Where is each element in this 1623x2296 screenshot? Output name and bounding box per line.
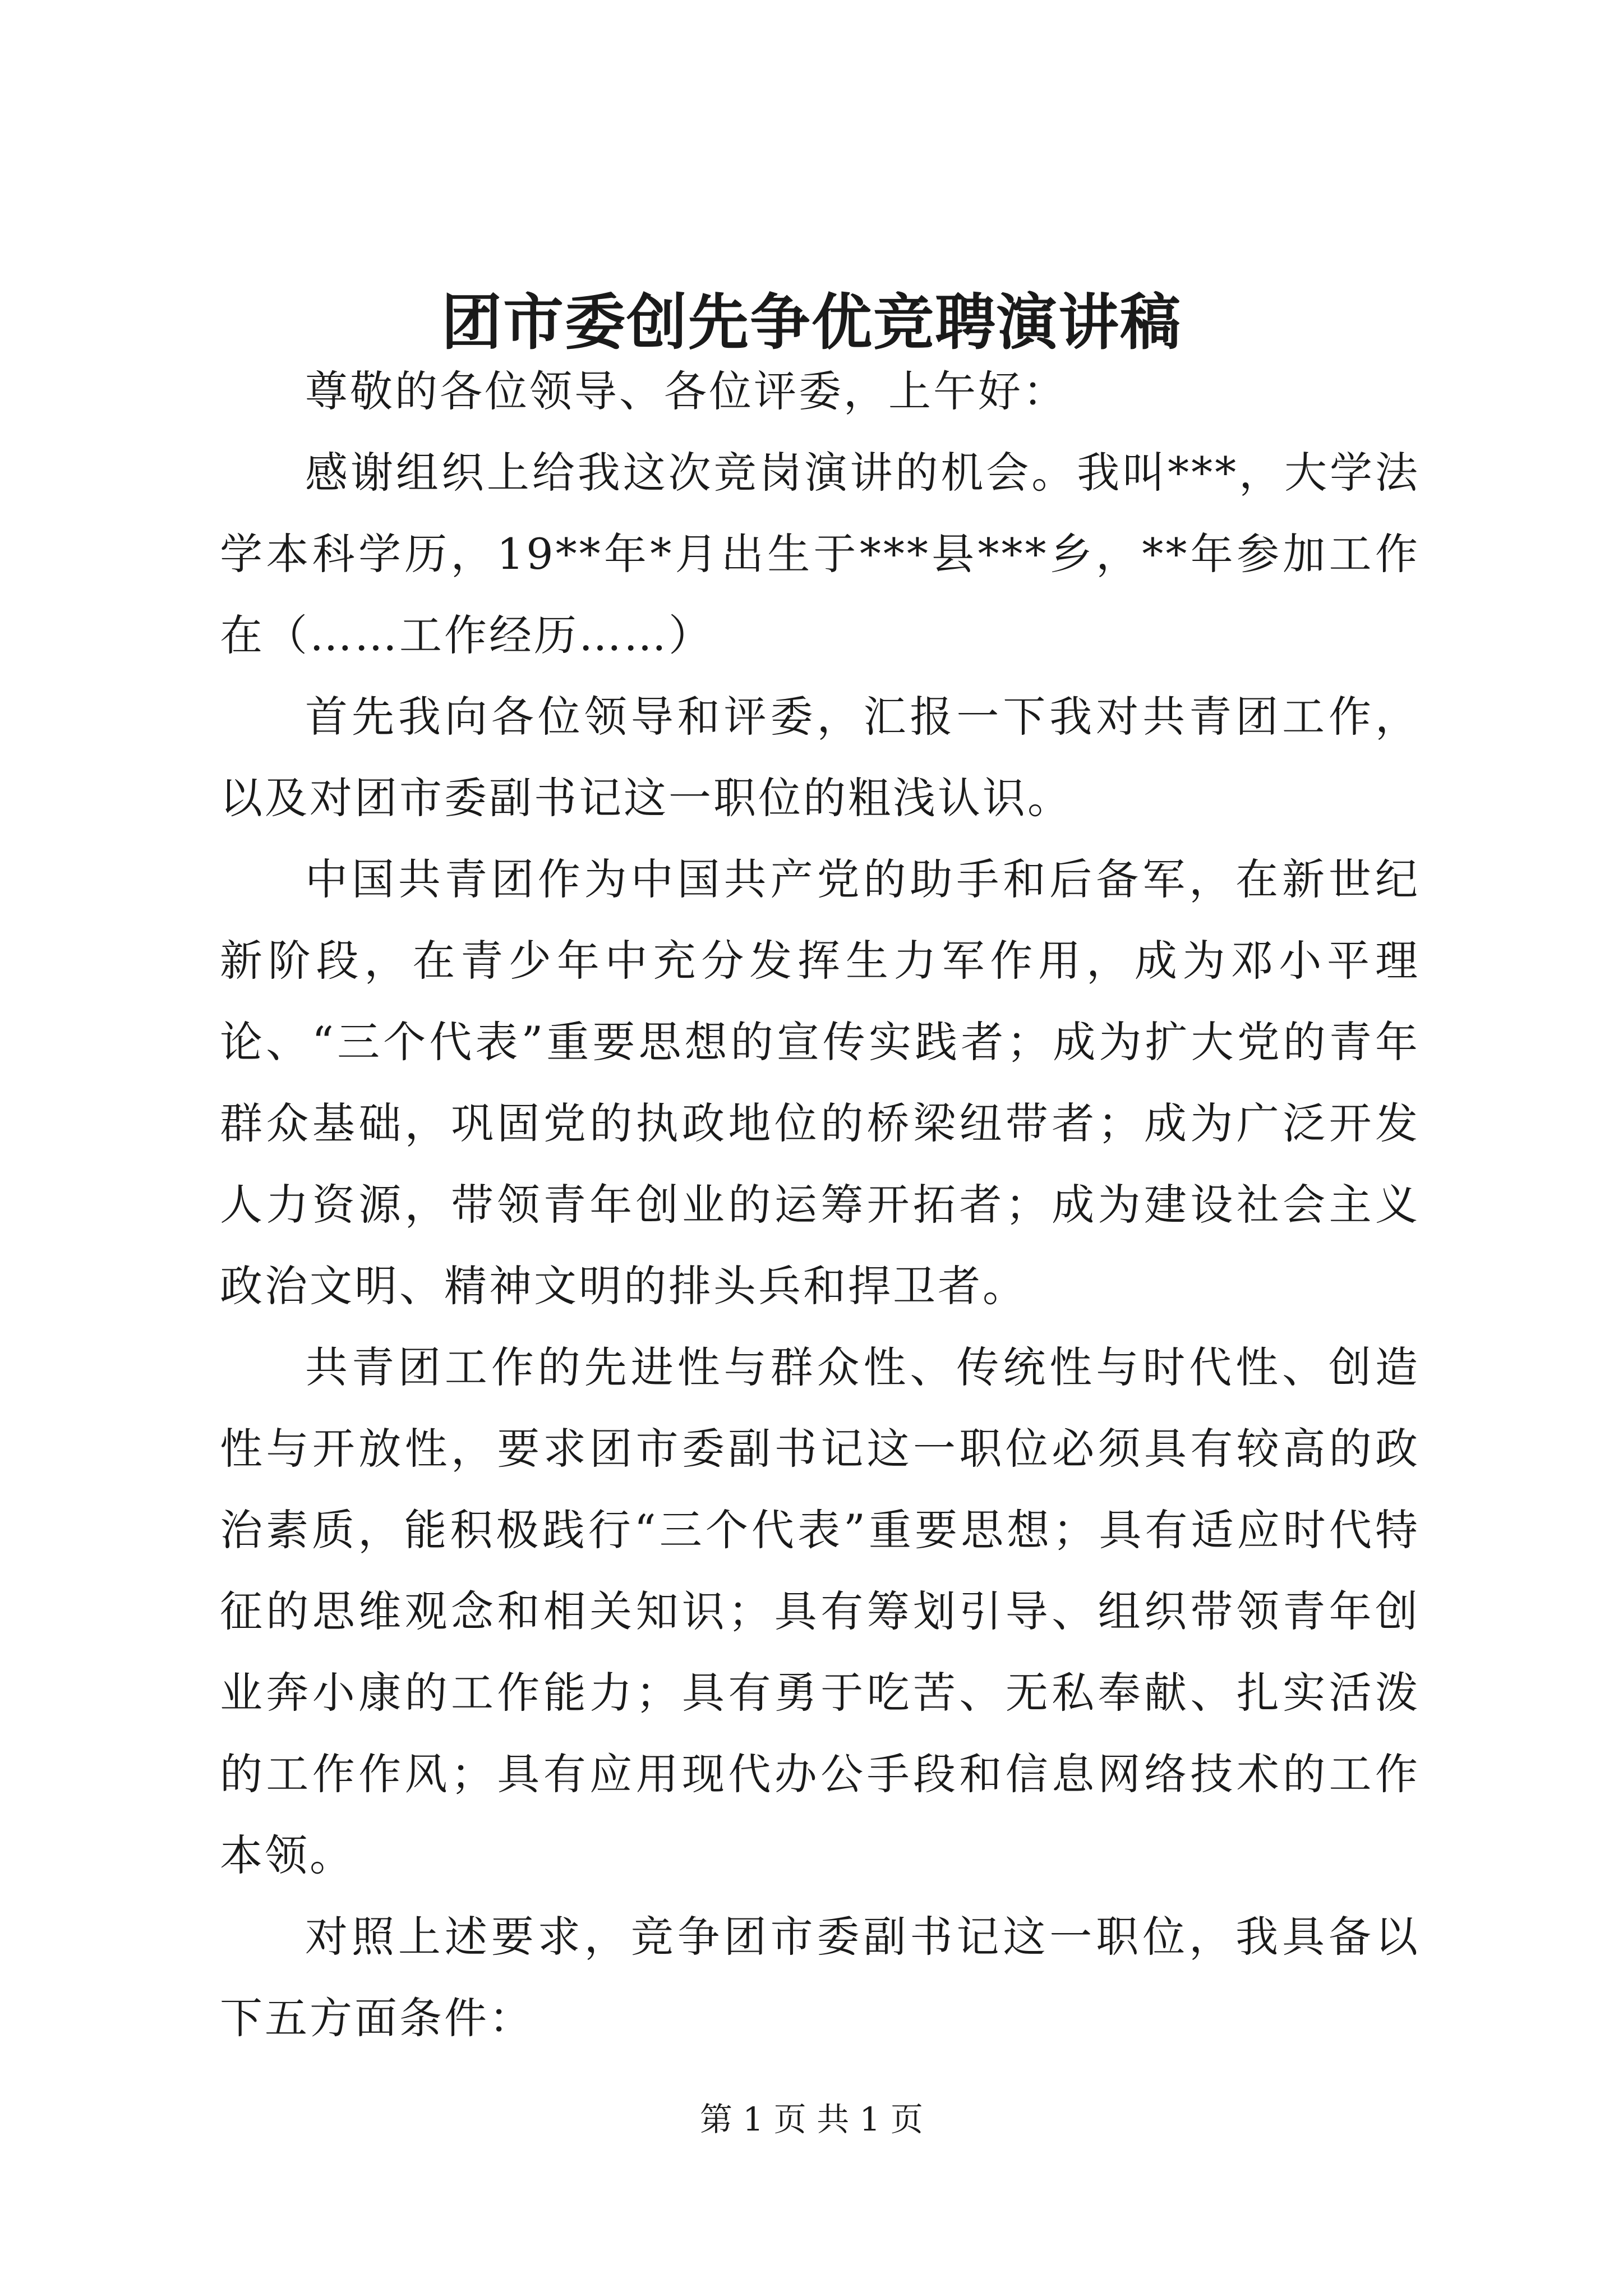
paragraph-position-requirements: 共青团工作的先进性与群众性、传统性与时代性、创造性与开放性，要求团市委副书记这一职位必须具有较高的政治素质，能积极践行“三个代表”重要思想；具有适应时代特征的思维观念和相关知识；具有筹划引导、组织带领青年创业奔小康的工作能力；具有勇于吃苦、无私奉献、扎实活泼的工作作风；具有应用现代办公手段和信息网络技术的工作本领。 — [220, 1342, 1420, 1880]
page-number-footer: 第 1 页 共 1 页 — [700, 2100, 923, 2138]
paragraph-league-role: 中国共青团作为中国共产党的助手和后备军，在新世纪新阶段，在青少年中充分发挥生力军作用，成为邓小平理论、“三个代表”重要思想的宣传实践者；成为扩大党的青年群众基础，巩固党的执政地位的桥梁纽带者；成为广泛开发人力资源，带领青年创业的运筹开拓者；成为建设社会主义政治文明、精神文明的排头兵和捍卫者。 — [220, 854, 1420, 1311]
document-body — [220, 351, 1420, 2059]
paragraph-report-intro: 首先我向各位领导和评委，汇报一下我对共青团工作，以及对团市委副书记这一职位的粗浅认识。 — [220, 692, 1420, 823]
paragraph-introduction: 感谢组织上给我这次竞岗演讲的机会。我叫***，大学法学本科学历，19**年*月出生于***县***乡，**年参加工作在（……工作经历……） — [220, 448, 1420, 660]
paragraph-greeting: 尊敬的各位领导、各位评委，上午好： — [305, 366, 1068, 416]
paragraph-qualifications-intro: 对照上述要求，竞争团市委副书记这一职位，我具备以下五方面条件： — [220, 1912, 1420, 2043]
document-title: 团市委创先争优竞聘演讲稿 — [441, 287, 1182, 358]
